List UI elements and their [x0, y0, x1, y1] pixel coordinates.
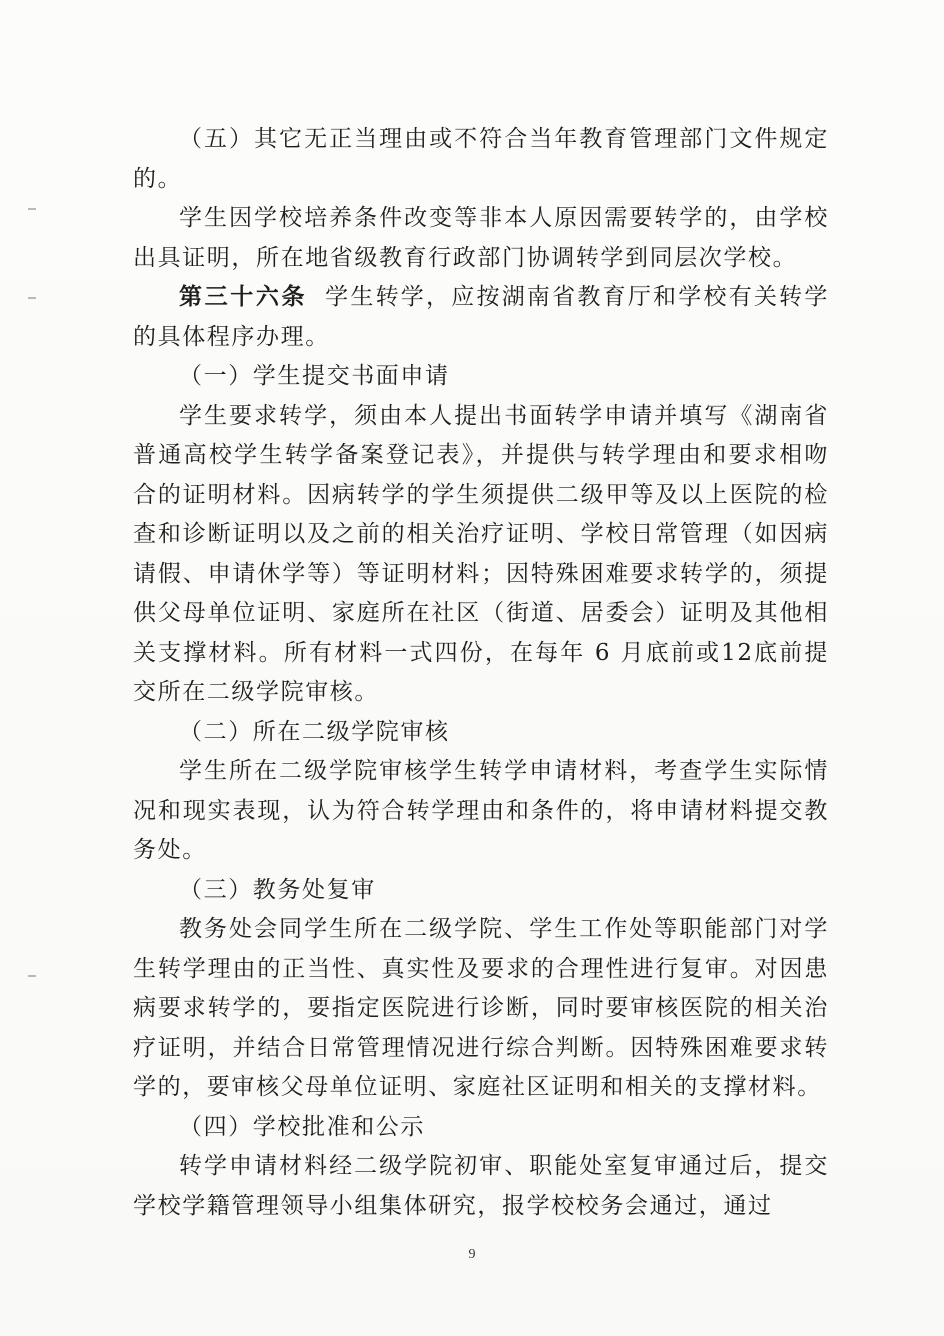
step-heading-4: （四）学校批准和公示 — [179, 1113, 425, 1140]
paragraph-step-4: 转学申请材料经二级学院初审、职能处室复审通过后，提交学校学籍管理领导小组集体研究，报学校校务会通过，通过 — [133, 1153, 829, 1219]
paragraph-step-2: 学生所在二级学院审核学生转学申请材料，考查学生实际情况和现实表现，认为符合转学理由和条件的，将申请材料提交教务处。 — [133, 758, 829, 863]
article-36 — [133, 278, 829, 357]
article-text: 学生转学，应按湖南省教育厅和学校有关转学的具体程序办理。 — [133, 284, 829, 350]
article-label: 第三十六条 — [179, 284, 308, 310]
paragraph-step-1: 学生要求转学，须由本人提出书面转学申请并填写《湖南省普通高校学生转学备案登记表》，并提供与转学理由和要求相吻合的证明材料。因病转学的学生须提供二级甲等及以上医院的检查和诊断证明以及之前的相关治疗证明、学校日常管理（如因病请假、申请休学等）等证明材料；因特殊困难要求转学的，须提供父母单位证明、家庭所在社区（街道、居委会）证明及其他相关支撑材料。所有材料一式四份，在每年 6 月底前或12底前提交所在二级学院审核。 — [133, 402, 829, 705]
step-heading-1: （一）学生提交书面申请 — [179, 363, 450, 389]
paragraph-step-3: 教务处会同学生所在二级学院、学生工作处等职能部门对学生转学理由的正当性、真实性及要求的合理性进行复审。对因患病要求转学的，要指定医院进行诊断，同时要审核医院的相关治疗证明，并结合日常管理情况进行综合判断。因特殊困难要求转学的，要审核父母单位证明、家庭社区证明和相关的支撑材料。 — [133, 916, 829, 1100]
paragraph-school-condition-transfer: 学生因学校培养条件改变等非本人原因需要转学的，由学校出具证明，所在地省级教育行政部门协调转学到同层次学校。 — [133, 205, 829, 271]
step-heading-2: （二）所在二级学院审核 — [179, 718, 450, 745]
scan-margin-mark — [28, 208, 36, 210]
paragraph-clause-5: （五）其它无正当理由或不符合当年教育管理部门文件规定的。 — [133, 126, 829, 192]
document-body — [133, 120, 829, 1226]
scan-margin-mark — [28, 975, 36, 977]
step-heading-3: （三）教务处复审 — [179, 876, 376, 903]
scan-margin-mark — [28, 297, 36, 299]
page-number: 9 — [468, 1247, 476, 1262]
